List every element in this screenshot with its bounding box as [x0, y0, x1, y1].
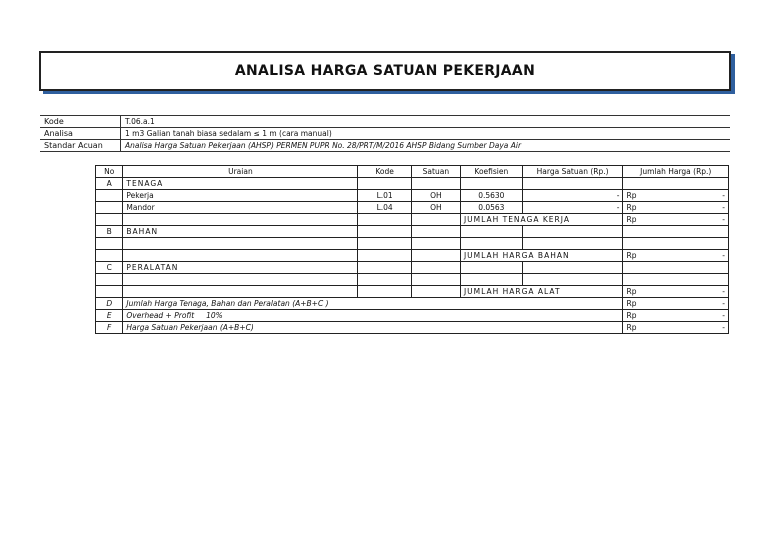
summary-value-cell	[623, 298, 729, 310]
kode-cell: L.04	[358, 202, 411, 214]
subtotal-label: JUMLAH TENAGA KERJA	[460, 214, 623, 226]
title-box	[39, 51, 731, 91]
subtotal-row-alat	[96, 286, 729, 298]
satuan-cell: OH	[411, 202, 460, 214]
meta-row-standar	[40, 140, 730, 152]
summary-label: Jumlah Harga Tenaga, Bahan dan Peralatan (A+B+C )	[123, 298, 623, 310]
summary-value: -	[722, 323, 725, 332]
standar-label: Standar Acuan	[40, 140, 121, 152]
section-label: TENAGA	[123, 178, 358, 190]
rp-label: Rp	[626, 287, 637, 296]
rp-label: Rp	[626, 191, 637, 200]
uraian-cell: Mandor	[123, 202, 358, 214]
jumlah-value: -	[722, 203, 725, 212]
harga-cell: -	[522, 202, 623, 214]
summary-no: D	[96, 298, 123, 310]
section-row-bahan	[96, 226, 729, 238]
table-row	[96, 190, 729, 202]
subtotal-value-cell	[623, 286, 729, 298]
section-no: A	[96, 178, 123, 190]
subtotal-row-bahan	[96, 250, 729, 262]
subtotal-value-cell	[623, 214, 729, 226]
header-harga-satuan: Harga Satuan (Rp.)	[522, 166, 623, 178]
summary-label: Harga Satuan Pekerjaan (A+B+C)	[123, 322, 623, 334]
rp-label: Rp	[626, 323, 637, 332]
meta-row-kode	[40, 116, 730, 128]
rp-label: Rp	[626, 251, 637, 260]
table-row	[96, 274, 729, 286]
jumlah-cell	[623, 202, 729, 214]
rp-label: Rp	[626, 299, 637, 308]
summary-no: F	[96, 322, 123, 334]
section-label: BAHAN	[123, 226, 358, 238]
rp-label: Rp	[626, 203, 637, 212]
section-row-peralatan	[96, 262, 729, 274]
koefisien-cell: 0.5630	[460, 190, 522, 202]
harga-cell: -	[522, 190, 623, 202]
subtotal-label: JUMLAH HARGA BAHAN	[460, 250, 623, 262]
analisa-label: Analisa	[40, 128, 121, 140]
subtotal-row-tenaga	[96, 214, 729, 226]
subtotal-label: JUMLAH HARGA ALAT	[460, 286, 623, 298]
subtotal-value: -	[722, 287, 725, 296]
summary-value: -	[722, 311, 725, 320]
header-koefisien: Koefisien	[460, 166, 522, 178]
subtotal-value: -	[722, 251, 725, 260]
meta-row-analisa	[40, 128, 730, 140]
summary-row-d	[96, 298, 729, 310]
kode-value: T.06.a.1	[121, 116, 731, 128]
summary-row-e	[96, 310, 729, 322]
kode-label: Kode	[40, 116, 121, 128]
header-uraian: Uraian	[123, 166, 358, 178]
table-header-row	[96, 166, 729, 178]
summary-no: E	[96, 310, 123, 322]
section-no: B	[96, 226, 123, 238]
header-satuan: Satuan	[411, 166, 460, 178]
table-row	[96, 202, 729, 214]
summary-value-cell	[623, 310, 729, 322]
kode-cell: L.01	[358, 190, 411, 202]
rp-label: Rp	[626, 215, 637, 224]
summary-value: -	[722, 299, 725, 308]
standar-value: Analisa Harga Satuan Pekerjaan (AHSP) PERMEN PUPR No. 28/PRT/M/2016 AHSP Bidang Sumber Daya Air	[121, 140, 731, 152]
page-title: ANALISA HARGA SATUAN PEKERJAAN	[234, 63, 536, 79]
section-label: PERALATAN	[123, 262, 358, 274]
satuan-cell: OH	[411, 190, 460, 202]
rp-label: Rp	[626, 311, 637, 320]
header-no: No	[96, 166, 123, 178]
section-row-tenaga	[96, 178, 729, 190]
header-jumlah-harga: Jumlah Harga (Rp.)	[623, 166, 729, 178]
ahsp-table	[95, 165, 729, 334]
summary-row-f	[96, 322, 729, 334]
koefisien-cell: 0.0563	[460, 202, 522, 214]
summary-label: Overhead + Profit 10%	[123, 310, 623, 322]
table-row	[96, 238, 729, 250]
header-kode: Kode	[358, 166, 411, 178]
section-no: C	[96, 262, 123, 274]
meta-table	[40, 115, 730, 152]
jumlah-cell	[623, 190, 729, 202]
analisa-value: 1 m3 Galian tanah biasa sedalam ≤ 1 m (cara manual)	[121, 128, 731, 140]
subtotal-value: -	[722, 215, 725, 224]
summary-value-cell	[623, 322, 729, 334]
jumlah-value: -	[722, 191, 725, 200]
subtotal-value-cell	[623, 250, 729, 262]
uraian-cell: Pekerja	[123, 190, 358, 202]
